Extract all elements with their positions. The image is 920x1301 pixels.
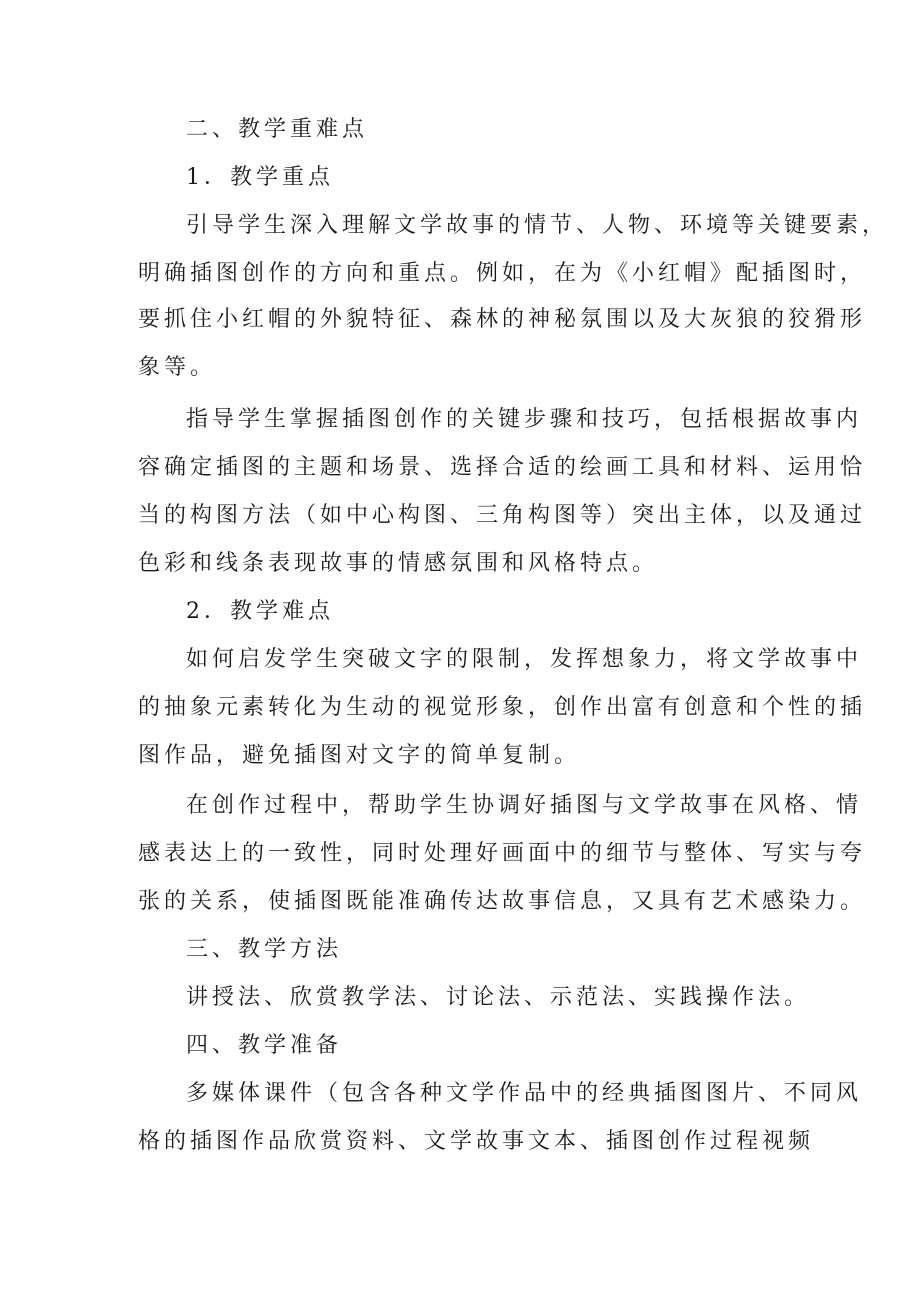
paragraph-line: 格的插图作品欣赏资料、文学故事文本、插图创作过程视频 bbox=[138, 1129, 815, 1154]
paragraph-line: 感表达上的一致性，同时处理好画面中的细节与整体、写实与夸 bbox=[138, 841, 867, 866]
section-heading: 四、教学准备 bbox=[186, 1033, 343, 1058]
paragraph-line: 色彩和线条表现故事的情感氛围和风格特点。 bbox=[138, 551, 659, 576]
paragraph-line: 的抽象元素转化为生动的视觉形象，创作出富有创意和个性的插 bbox=[138, 695, 867, 720]
paragraph-line: 讲授法、欣赏教学法、讨论法、示范法、实践操作法。 bbox=[186, 985, 811, 1010]
subsection-heading: 2．教学难点 bbox=[186, 599, 334, 624]
paragraph-line: 要抓住小红帽的外貌特征、森林的神秘氛围以及大灰狼的狡猾形 bbox=[138, 307, 867, 332]
subsection-heading: 1．教学重点 bbox=[186, 165, 334, 190]
paragraph-line: 明确插图创作的方向和重点。例如，在为《小红帽》配插图时， bbox=[138, 261, 867, 286]
section-heading: 二、教学重难点 bbox=[186, 117, 369, 142]
paragraph-line: 指导学生掌握插图创作的关键步骤和技巧，包括根据故事内 bbox=[186, 407, 863, 432]
paragraph-line: 当的构图方法（如中心构图、三角构图等）突出主体，以及通过 bbox=[138, 503, 867, 528]
paragraph-line: 张的关系，使插图既能准确传达故事信息，又具有艺术感染力。 bbox=[138, 889, 867, 914]
paragraph-line: 图作品，避免插图对文字的简单复制。 bbox=[138, 743, 581, 768]
section-heading: 三、教学方法 bbox=[186, 937, 343, 962]
paragraph-line: 如何启发学生突破文字的限制，发挥想象力，将文学故事中 bbox=[186, 647, 863, 672]
paragraph-line: 多媒体课件（包含各种文学作品中的经典插图图片、不同风 bbox=[186, 1081, 863, 1106]
paragraph-line: 象等。 bbox=[138, 355, 217, 380]
paragraph-line: 引导学生深入理解文学故事的情节、人物、环境等关键要素， bbox=[186, 213, 889, 238]
paragraph-line: 在创作过程中，帮助学生协调好插图与文学故事在风格、情 bbox=[186, 793, 863, 818]
paragraph-line: 容确定插图的主题和场景、选择合适的绘画工具和材料、运用恰 bbox=[138, 455, 867, 480]
